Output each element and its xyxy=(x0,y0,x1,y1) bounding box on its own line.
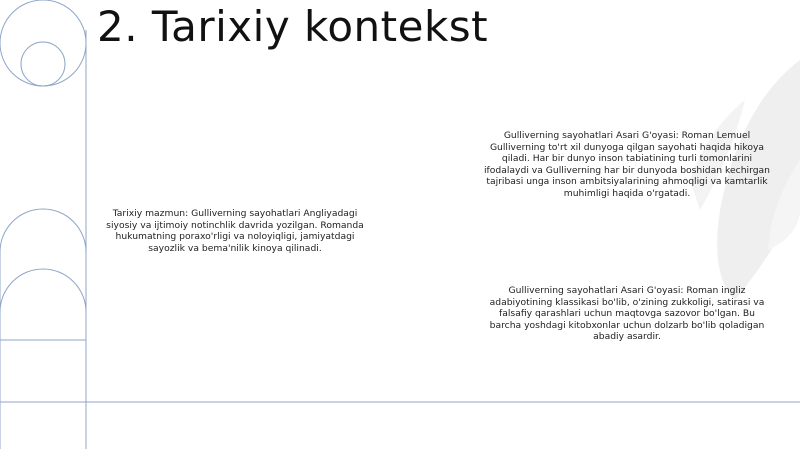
deco-arch-upper xyxy=(0,209,86,340)
slide-title: 2. Tarixiy kontekst xyxy=(97,2,489,51)
deco-circle-large xyxy=(0,0,86,86)
idea-text-2: Gulliverning sayohatlari Asari G'oyasi: Roman ingliz adabiyotining klassikasi bo'lib, o'zining zukkoligi, satirasi va falsafiy qarashlari uchun maqtovga sazovor bo'lgan. Bu barcha yoshdagi kitobxonlar uchun dolzarb bo'lib qoladigan abadiy asardir. xyxy=(489,285,765,343)
deco-circle-small xyxy=(21,42,65,86)
historical-context-text: Tarixiy mazmun: Gulliverning sayohatlari Angliyadagi siyosiy va ijtimoiy notinchlik davrida yozilgan. Romanda hukumatning poraxo'rligi va noloyiqligi, jamiyatdagi sayozlik va bema'nilik kinoya qilinadi. xyxy=(106,208,364,254)
deco-arch-lower xyxy=(0,269,86,449)
idea-text-1: Gulliverning sayohatlari Asari G'oyasi: Roman Lemuel Gulliverning to'rt xil dunyoga qilgan sayohati haqida hikoya qiladi. Har bir dunyo inson tabiatining turli tomonlarini ifodalaydi va Gulliverning har bir dunyoda boshidan kechirgan tajribasi unga inson ambitsiyalarining ahmoqligi va kamtarlik muhimligi haqida o'rgatadi. xyxy=(484,130,770,199)
